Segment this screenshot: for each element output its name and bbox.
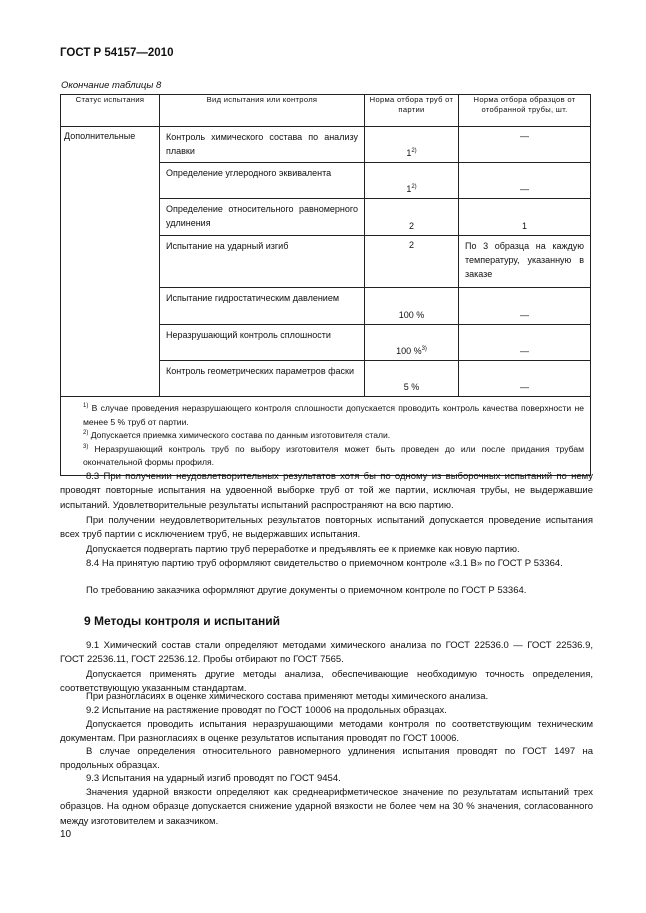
col-header-samples: Норма отбора образцов от отобранной трубы, шт. [459,95,591,127]
pipes-value: 5 % [365,361,459,397]
table-footnotes [61,397,591,476]
samples-value: 1 [459,199,591,236]
paragraph: По требованию заказчика оформляют другие документы о приемочном контроле по ГОСТ Р 53364. [86,585,527,596]
status-cell: Дополнительные [61,127,160,397]
col-header-pipes: Норма отбора труб от партии [365,95,459,127]
footnote: $^{1)}$ В случае проведения неразрушающего контроля сплошности допускается проводить контроль качества поверхности не менее 5 % труб от партии. [83,403,585,427]
paragraph: Допускается подвергать партию труб переработке и предъявлять ее к приемке как новую партию. [86,544,520,555]
samples-value: — [459,325,591,361]
test-name: Испытание гидростатическим давлением [160,288,365,325]
table-8 [60,94,591,476]
pipes-value: 100 % [365,288,459,325]
test-name: Испытание на ударный изгиб [160,236,365,288]
table-row [61,127,591,163]
col-header-status: Статус испытания [61,95,160,127]
pipes-value: 2 [365,236,459,288]
paragraph: При получении неудовлетворительных результатов повторных испытаний допускается проведение испытания всех труб партии с исключением труб, не выдержавших испытания. [60,515,593,541]
paragraph-8-4: 8.4 На принятую партию труб оформляют свидетельство о приемочном контроле «3.1 В» по ГОСТ Р 53364. [86,558,563,569]
pipes-value: 100 %$^{3)}$ [365,325,459,361]
pipes-value: 1$^{2)}$ [365,127,459,163]
test-name: Определение относительного равномерного удлинения [160,199,365,236]
document-header: ГОСТ Р 54157—2010 [60,47,174,59]
paragraph-9-3: 9.3 Испытания на ударный изгиб проводят по ГОСТ 9454. [86,773,341,784]
test-name: Определение углеродного эквивалента [160,163,365,199]
paragraph: Допускается применять другие методы анализа, обеспечивающие необходимую точность определения, соответствующую указанным стандартам. [60,669,593,695]
samples-value: По 3 образца на каждую температуру, указанную в заказе [459,236,591,288]
section-heading: 9 Методы контроля и испытаний [84,614,281,628]
test-name: Неразрушающий контроль сплошности [160,325,365,361]
footnote: $^{3)}$ Неразрушающий контроль труб по выбору изготовителя может быть проведен до или после придания трубам окончательной формы профиля. [83,443,585,467]
samples-value: — [459,163,591,199]
test-name: Контроль геометрических параметров фаски [160,361,365,397]
samples-value: — [459,361,591,397]
paragraph-9-1: 9.1 Химический состав стали определяют методами химического анализа по ГОСТ 22536.0 — ГОСТ 22536.9, ГОСТ 22536.11, ГОСТ 22536.12. Пробы отбирают по ГОСТ 7565. [60,640,593,666]
footnote: $^{2)}$ Допускается приемка химического состава по данным изготовителя стали. [83,430,391,440]
samples-value: — [459,288,591,325]
page-number: 10 [60,829,72,840]
paragraph: В случае определения относительного равномерного удлинения испытания проводят по ГОСТ 1497 на продольных образцах. [60,746,593,772]
pipes-value: 2 [365,199,459,236]
test-name: Контроль химического состава по анализу плавки [160,127,365,163]
paragraph: Значения ударной вязкости определяют как среднеарифметическое значение по результатам испытаний трех образцов. На одном образце допускается снижение ударной вязкости не более чем на 30 % значения, согласованного между изготовителем и заказчиком. [60,787,593,827]
paragraph: Допускается проводить испытания неразрушающими методами контроля по соответствующим техническим документам. При разногласиях в оценке результатов испытания проводят по ГОСТ 10006. [60,719,593,745]
paragraph-9-2: 9.2 Испытание на растяжение проводят по ГОСТ 10006 на продольных образцах. [86,705,447,716]
paragraph-8-3: 8.3 При получении неудовлетворительных результатов хотя бы по одному из выборочных испытаний по нему проводят повторные испытания на удвоенной выборке труб от той же партии, исключая трубы, не выдержавшие испытаний. Удовлетворительные результаты испытаний распространяют на всю партию. [60,471,593,511]
col-header-test: Вид испытания или контроля [160,95,365,127]
table-caption: Окончание таблицы 8 [61,80,162,91]
paragraph: При разногласиях в оценке химического состава применяют методы химического анализа. [86,691,489,702]
samples-value: — [459,127,591,163]
pipes-value: 1$^{2)}$ [365,163,459,199]
